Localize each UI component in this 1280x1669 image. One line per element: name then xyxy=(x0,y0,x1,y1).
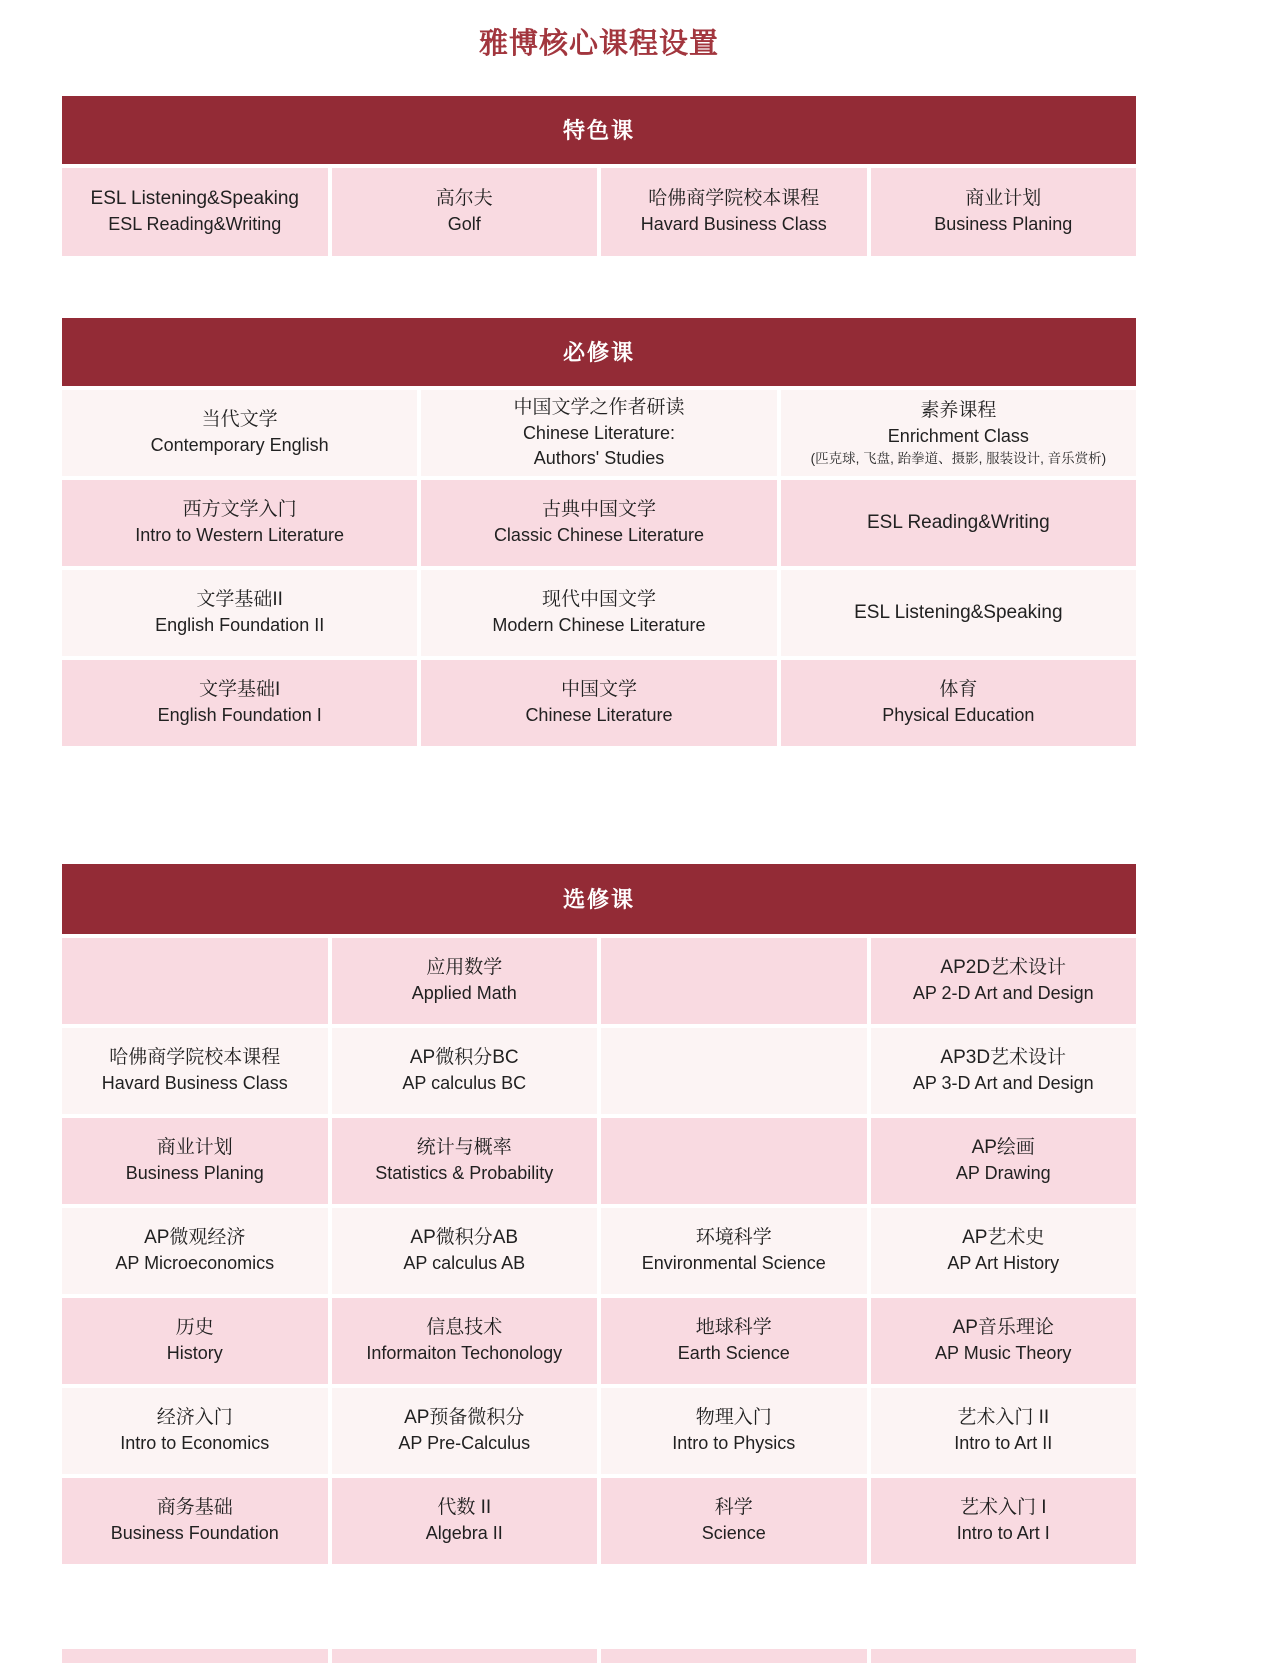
course-name-line: 科学 xyxy=(714,1497,753,1519)
course-name-line: ESL Listening&Speaking xyxy=(854,601,1063,623)
course-name-line: Chinese Literature xyxy=(525,705,673,726)
course-name-line: 现代中国文学 xyxy=(541,589,656,611)
course-cell xyxy=(332,1028,598,1114)
course-name-line: Business Planing xyxy=(125,1163,264,1184)
course-name-line: AP Microeconomics xyxy=(115,1253,275,1274)
course-grid-elective xyxy=(62,938,1136,1564)
course-cell xyxy=(332,1478,598,1564)
course-cell xyxy=(601,1118,867,1204)
course-name-line: ESL Reading&Writing xyxy=(866,511,1050,533)
course-cell xyxy=(601,1478,867,1564)
course-name-line: History xyxy=(166,1343,223,1364)
course-cell xyxy=(332,1208,598,1294)
course-cell xyxy=(421,660,776,746)
course-grid-featured xyxy=(62,168,1136,256)
section-featured xyxy=(62,96,1136,256)
course-cell xyxy=(62,660,417,746)
course-cell xyxy=(421,570,776,656)
course-name-line: 艺术入门 II xyxy=(957,1407,1050,1429)
course-name-line: 环境科学 xyxy=(695,1227,772,1249)
course-cell xyxy=(62,1118,328,1204)
course-name-line: Intro to Art I xyxy=(956,1523,1050,1544)
course-name-line: Physical Education xyxy=(882,705,1035,726)
course-name-line: AP音乐理论 xyxy=(952,1317,1054,1339)
course-cell xyxy=(601,1208,867,1294)
course-cell xyxy=(62,570,417,656)
course-cell-partial xyxy=(332,1649,598,1663)
course-name-line: Havard Business Class xyxy=(640,214,827,235)
course-name-line: 经济入门 xyxy=(156,1407,233,1429)
course-cell xyxy=(421,390,776,476)
course-cell xyxy=(781,570,1136,656)
course-name-line: Enrichment Class xyxy=(887,425,1029,446)
course-name-line: Business Foundation xyxy=(110,1523,279,1544)
course-name-line: Statistics & Probability xyxy=(375,1163,554,1184)
course-cell xyxy=(332,938,598,1024)
course-name-line: AP Pre-Calculus xyxy=(398,1433,531,1454)
course-name-line: 中国文学之作者研读 xyxy=(513,396,685,418)
course-name-line: AP 3-D Art and Design xyxy=(912,1073,1094,1094)
section-header-required: 必修课 xyxy=(62,318,1136,386)
course-name-line: 代数 II xyxy=(437,1497,492,1519)
course-cell xyxy=(601,1388,867,1474)
course-cell xyxy=(62,1388,328,1474)
course-name-line: 商业计划 xyxy=(965,188,1042,210)
course-name-line: 中国文学 xyxy=(560,679,637,701)
course-name-line: AP3D艺术设计 xyxy=(940,1047,1067,1069)
course-name-line: 素养课程 xyxy=(920,399,997,421)
course-name-line: Golf xyxy=(447,214,481,235)
course-cell xyxy=(62,390,417,476)
course-name-line: AP艺术史 xyxy=(962,1227,1045,1249)
course-cell xyxy=(871,1028,1137,1114)
course-name-line: English Foundation II xyxy=(155,615,325,636)
course-name-line: 体育 xyxy=(939,679,978,701)
course-cell xyxy=(332,1298,598,1384)
course-cell-partial xyxy=(601,1649,867,1663)
course-name-line: AP Art History xyxy=(947,1253,1060,1274)
course-name-line: 统计与概率 xyxy=(416,1137,512,1159)
course-name-line: 文学基础I xyxy=(199,679,281,701)
course-cell xyxy=(871,1388,1137,1474)
course-cell xyxy=(871,1298,1137,1384)
course-name-line: Algebra II xyxy=(425,1523,503,1544)
section-required xyxy=(62,318,1136,746)
course-grid-required xyxy=(62,390,1136,746)
course-cell xyxy=(62,1028,328,1114)
course-name-line: 当代文学 xyxy=(201,409,278,431)
course-cell xyxy=(601,168,867,256)
course-name-line: 应用数学 xyxy=(426,957,503,979)
course-name-line: 文学基础II xyxy=(196,589,283,611)
course-name-line: AP微积分BC xyxy=(409,1047,519,1069)
course-cell xyxy=(781,390,1136,476)
course-cell xyxy=(871,1118,1137,1204)
section-elective xyxy=(62,864,1136,1663)
course-cell xyxy=(781,660,1136,746)
course-name-line: Applied Math xyxy=(411,983,517,1004)
course-cell xyxy=(421,480,776,566)
course-cell xyxy=(332,1388,598,1474)
course-cell xyxy=(62,1478,328,1564)
course-cell xyxy=(871,938,1137,1024)
course-cell xyxy=(62,168,328,256)
course-name-line: Intro to Economics xyxy=(120,1433,270,1454)
course-name-line: 商务基础 xyxy=(156,1497,233,1519)
course-cell xyxy=(62,938,328,1024)
course-name-line: 哈佛商学院校本课程 xyxy=(109,1047,281,1069)
course-cell xyxy=(871,168,1137,256)
course-name-line: Intro to Western Literature xyxy=(135,525,345,546)
course-name-line: ESL Reading&Writing xyxy=(108,214,282,235)
course-cell xyxy=(62,1298,328,1384)
course-name-line: Intro to Art II xyxy=(954,1433,1053,1454)
course-name-line: Classic Chinese Literature xyxy=(493,525,705,546)
course-name-line: Science xyxy=(701,1523,766,1544)
course-cell xyxy=(601,1298,867,1384)
course-name-line: AP Drawing xyxy=(955,1163,1051,1184)
course-cell-partial xyxy=(871,1649,1137,1663)
course-note: (匹克球, 飞盘, 跆拳道、摄影, 服装设计, 音乐赏析) xyxy=(810,450,1107,466)
course-cell xyxy=(332,168,598,256)
course-cell xyxy=(871,1478,1137,1564)
course-name-line: AP微观经济 xyxy=(144,1227,246,1249)
sections-container xyxy=(62,96,1136,1663)
course-name-line: 地球科学 xyxy=(695,1317,772,1339)
course-name-line: AP微积分AB xyxy=(410,1227,519,1249)
course-cell xyxy=(62,1208,328,1294)
course-cell-partial xyxy=(62,1649,328,1663)
course-name-line: AP绘画 xyxy=(971,1137,1035,1159)
course-cell xyxy=(601,938,867,1024)
course-name-line: Environmental Science xyxy=(641,1253,826,1274)
course-name-line: 古典中国文学 xyxy=(541,499,656,521)
course-name-line: Intro to Physics xyxy=(672,1433,796,1454)
section-header-elective: 选修课 xyxy=(62,864,1136,934)
course-name-line: Modern Chinese Literature xyxy=(492,615,706,636)
course-cell xyxy=(332,1118,598,1204)
course-name-line: 历史 xyxy=(175,1317,214,1339)
course-name-line: 信息技术 xyxy=(426,1317,503,1339)
course-cell xyxy=(871,1208,1137,1294)
course-name-line: AP2D艺术设计 xyxy=(940,957,1067,979)
course-name-line: 物理入门 xyxy=(695,1407,772,1429)
course-name-line: ESL Listening&Speaking xyxy=(90,188,299,210)
course-name-line: Chinese Literature: xyxy=(522,422,676,443)
course-name-line: 哈佛商学院校本课程 xyxy=(648,188,820,210)
course-name-line: Havard Business Class xyxy=(101,1073,288,1094)
course-name-line: AP 2-D Art and Design xyxy=(912,983,1094,1004)
course-name-line: Authors' Studies xyxy=(533,447,665,468)
course-name-line: Business Planing xyxy=(934,214,1073,235)
partial-bottom-row xyxy=(62,1649,1136,1663)
course-name-line: AP calculus AB xyxy=(403,1253,526,1274)
course-name-line: AP预备微积分 xyxy=(404,1407,525,1429)
course-name-line: 西方文学入门 xyxy=(182,499,297,521)
page-title: 雅博核心课程设置 xyxy=(478,28,719,60)
course-name-line: AP Music Theory xyxy=(935,1343,1072,1364)
course-name-line: AP calculus BC xyxy=(402,1073,527,1094)
course-cell xyxy=(601,1028,867,1114)
course-name-line: 艺术入门 I xyxy=(959,1497,1047,1519)
section-header-featured: 特色课 xyxy=(62,96,1136,164)
course-cell xyxy=(781,480,1136,566)
course-name-line: Contemporary English xyxy=(150,435,329,456)
course-name-line: Earth Science xyxy=(677,1343,790,1364)
course-name-line: Informaiton Techonology xyxy=(366,1343,563,1364)
course-name-line: 商业计划 xyxy=(156,1137,233,1159)
course-cell xyxy=(62,480,417,566)
course-name-line: 高尔夫 xyxy=(435,188,493,210)
course-name-line: English Foundation I xyxy=(157,705,322,726)
